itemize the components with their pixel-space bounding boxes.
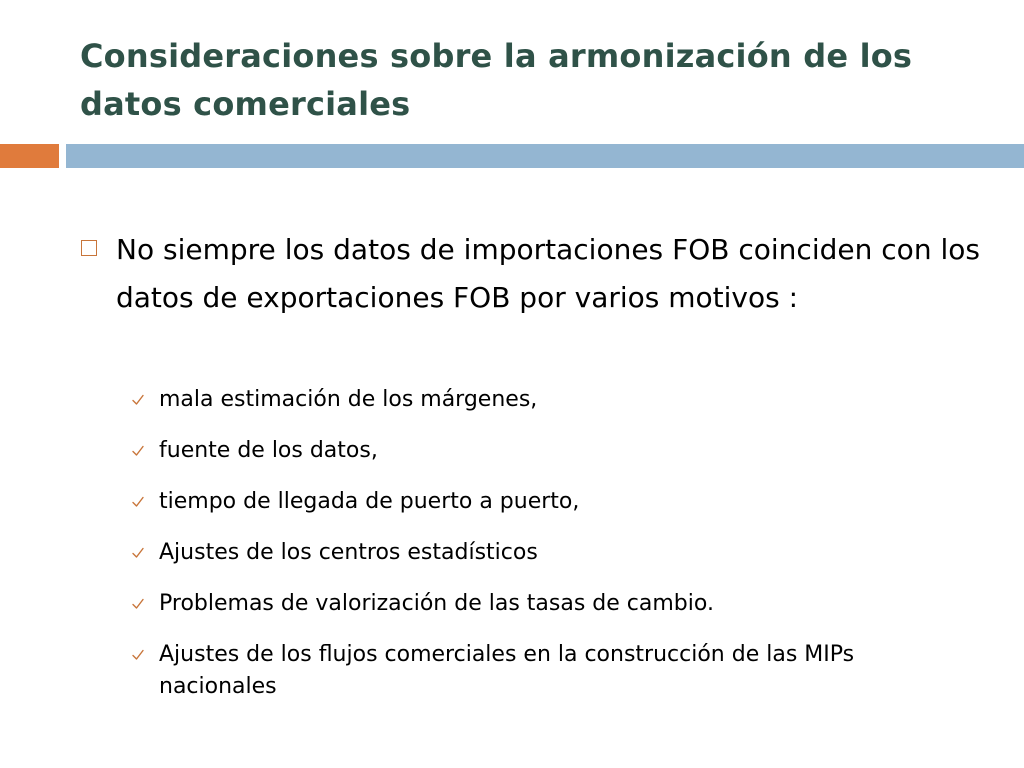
title-underline-bar xyxy=(66,144,1024,168)
accent-bar xyxy=(0,144,59,168)
sub-bullet-item xyxy=(131,537,961,569)
sub-bullet-text: Ajustes de los flujos comerciales en la construcción de las MIPs nacionales xyxy=(159,642,855,699)
check-icon xyxy=(131,648,145,662)
sub-bullet-text: mala estimación de los márgenes, xyxy=(159,387,538,412)
sub-bullet-item xyxy=(131,384,961,416)
sub-bullet-item xyxy=(131,588,961,620)
slide-title: Consideraciones sobre la armonización de los datos comerciales xyxy=(80,37,913,123)
sub-bullet-text: fuente de los datos, xyxy=(159,438,378,463)
sub-bullet-text: Problemas de valorización de las tasas de cambio. xyxy=(159,591,714,616)
check-icon xyxy=(131,444,145,458)
main-bullet xyxy=(81,226,981,322)
sub-bullet-item xyxy=(131,639,961,703)
sub-bullet-text: tiempo de llegada de puerto a puerto, xyxy=(159,489,580,514)
check-icon xyxy=(131,597,145,611)
main-bullet-text: No siempre los datos de importaciones FOB coinciden con los datos de exportaciones FOB por varios motivos : xyxy=(116,233,980,314)
sub-bullet-list xyxy=(131,384,961,722)
sub-bullet-item xyxy=(131,435,961,467)
sub-bullet-text: Ajustes de los centros estadísticos xyxy=(159,540,538,565)
check-icon xyxy=(131,393,145,407)
check-icon xyxy=(131,495,145,509)
square-bullet-icon xyxy=(81,240,97,256)
sub-bullet-item xyxy=(131,486,961,518)
check-icon xyxy=(131,546,145,560)
